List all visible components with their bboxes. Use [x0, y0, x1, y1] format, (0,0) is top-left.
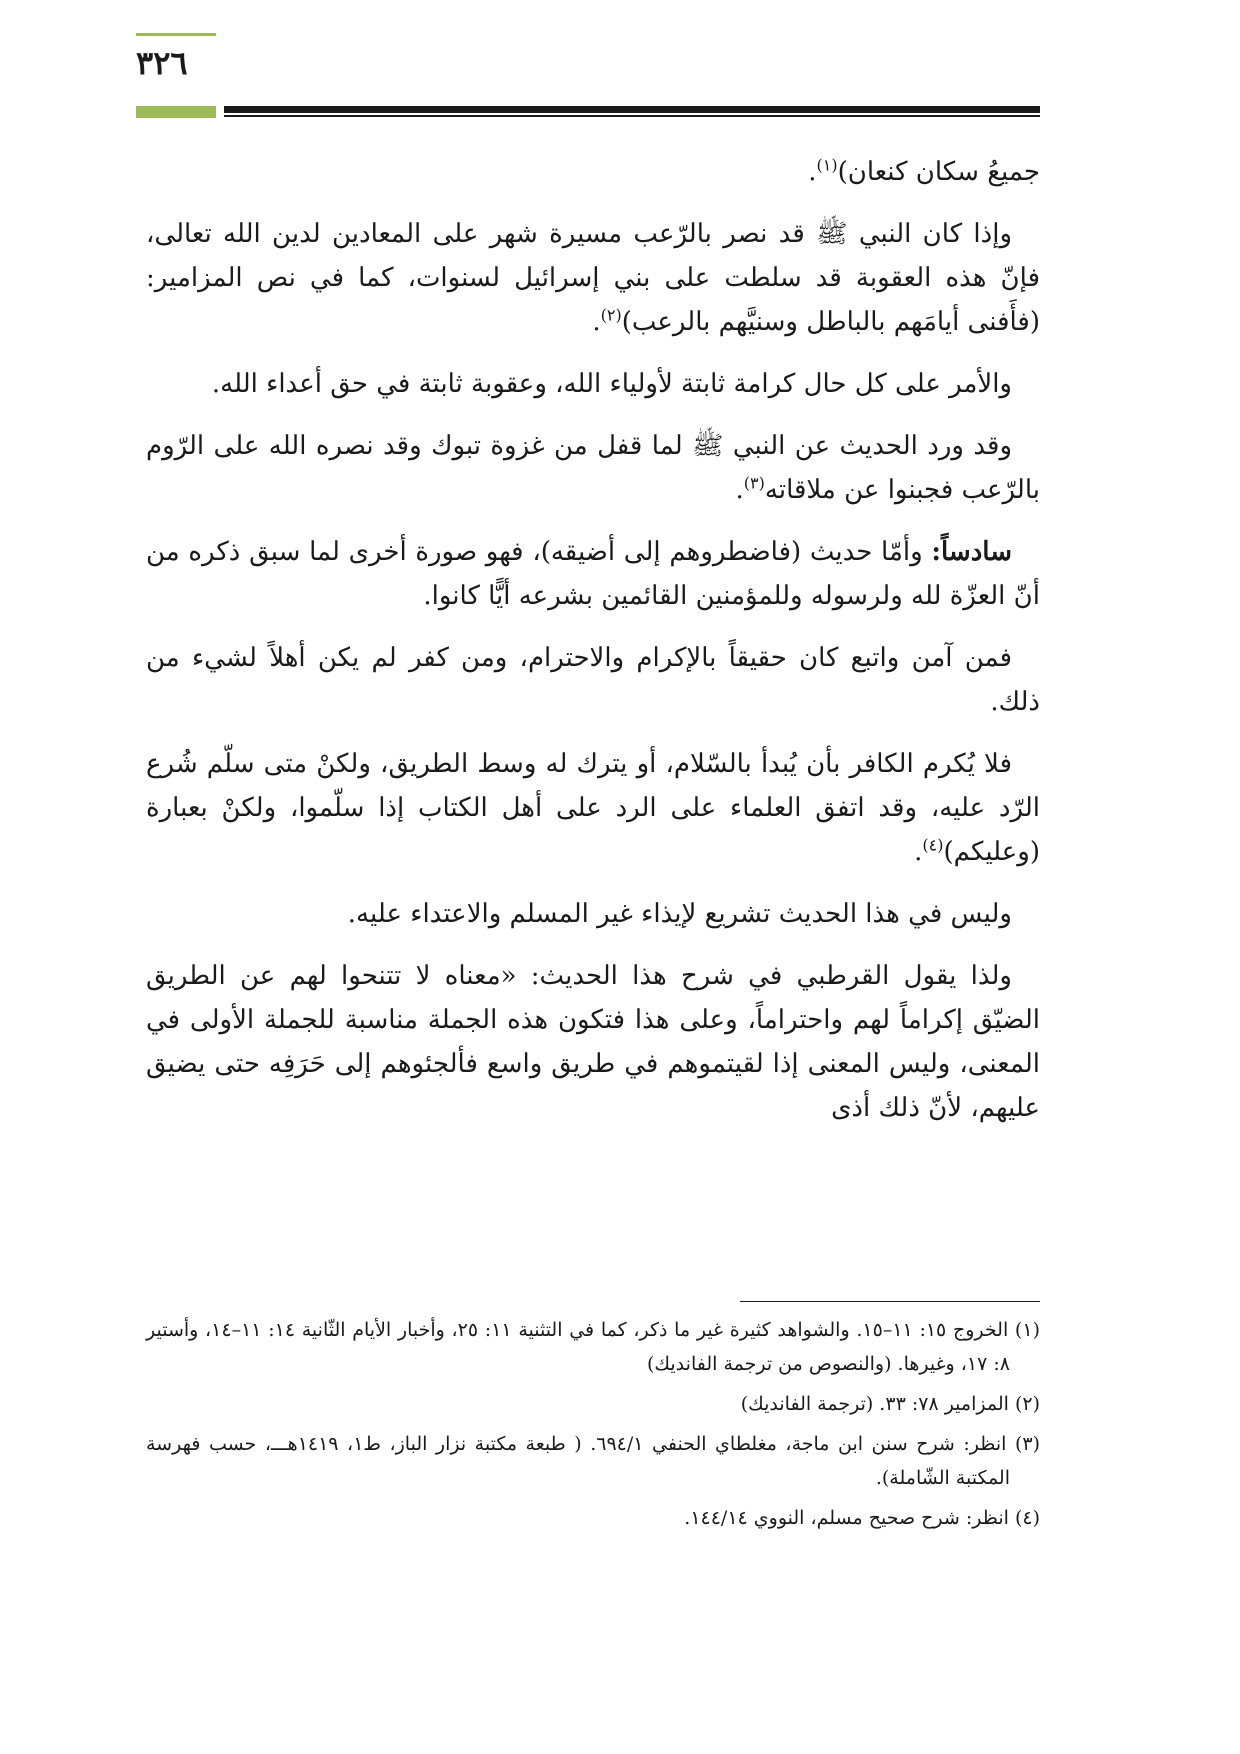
header-rule-thick [224, 106, 1040, 113]
footnotes [146, 1313, 1040, 1541]
footnote-ref[interactable]: (١) [816, 155, 838, 175]
header-accent-block [136, 106, 216, 118]
paragraph-3 [146, 362, 1040, 406]
paragraph-5 [146, 530, 1040, 618]
footnote-separator [740, 1301, 1040, 1302]
paragraph-1 [146, 150, 1040, 194]
paragraph-text: ولذا يقول القرطبي في شرح هذا الحديث: «معناه لا تتنحوا لهم عن الطريق الضيّق إكراماً لهم واحتراماً، وعلى هذا فتكون هذه الجملة مناسبة للجملة الأولى في المعنى، وليس المعنى إذا لقيتموهم في طريق واسع فألجئوهم إلى حَرَفِه حتى يضيق عليهم، لأنّ ذلك أذى [146, 961, 1040, 1123]
header-rule-thin [224, 115, 1040, 117]
footnote-2: (٢) المزامير ٧٨: ٣٣. (ترجمة الفانديك) [740, 1393, 1040, 1415]
paragraph-text: وليس في هذا الحديث تشريع لإيذاء غير المسلم والاعتداء عليه. [347, 899, 1012, 929]
footnote-1: (١) الخروج ١٥: ١١–١٥. والشواهد كثيرة غير ما ذكر، كما في التثنية ١١: ٢٥، وأخبار الأيام الثّانية ١٤: ١١–١٤، وأستير ٨: ١٧، وغيرها. (والنصوص من ترجمة الفانديك) [146, 1319, 1040, 1375]
paragraph-text: وقد ورد الحديث عن النبي ﷺ لما قفل من غزوة تبوك وقد نصره الله على الرّوم بالرّعب فجبنوا عن ملاقاته [146, 431, 1040, 505]
section-label: سادساً: [931, 537, 1012, 567]
paragraph-text: فلا يُكرم الكافر بأن يُبدأ بالسّلام، أو يترك له وسط الطريق، ولكنْ متى سلّم شُرع الرّد عليه، وقد اتفق العلماء على الرد على أهل الكتاب إذا سلّموا، ولكنْ بعبارة (وعليكم) [146, 749, 1040, 867]
header-accent-line [136, 33, 216, 36]
footnote-3: (٣) انظر: شرح سنن ابن ماجة، مغلطاي الحنفي ٦٩٤/١. ( طبعة مكتبة نزار الباز، ط١، ١٤١٩هـــ، حسب فهرسة المكتبة الشّاملة). [146, 1433, 1040, 1489]
main-text [146, 150, 1040, 1148]
footnote-ref[interactable]: (٢) [600, 305, 622, 325]
paragraph-2 [146, 212, 1040, 344]
paragraph-text: والأمر على كل حال كرامة ثابتة لأولياء الله، وعقوبة ثابتة في حق أعداء الله. [211, 369, 1012, 399]
paragraph-9 [146, 954, 1040, 1130]
paragraph-text: وأمّا حديث (فاضطروهم إلى أضيقه)، فهو صورة أخرى لما سبق ذكره من أنّ العزّة لله ولرسوله وللمؤمنين القائمين بشرعه أيًّا كانوا. [146, 537, 1040, 611]
paragraph-8 [146, 892, 1040, 936]
paragraph-tail: . [592, 307, 601, 337]
paragraph-6 [146, 636, 1040, 724]
footnote-4: (٤) انظر: شرح صحيح مسلم، النووي ١٤٤/١٤. [684, 1507, 1040, 1529]
paragraph-text: وإذا كان النبي ﷺ قد نصر بالرّعب مسيرة شهر على المعادين لدين الله تعالى، فإنّ هذه العقوبة قد سلطت على بني إسرائيل لسنوات، كما في نص المزامير: (فأَفنى أيامَهم بالباطل وسنيَّهم بالرعب) [146, 219, 1040, 337]
paragraph-4 [146, 424, 1040, 512]
paragraph-text: فمن آمن واتبع كان حقيقاً بالإكرام والاحترام، ومن كفر لم يكن أهلاً لشيء من ذلك. [146, 643, 1040, 717]
footnote-ref[interactable]: (٣) [743, 473, 765, 493]
paragraph-7 [146, 742, 1040, 874]
paragraph-tail: . [914, 837, 923, 867]
paragraph-tail: . [735, 475, 744, 505]
paragraph-tail: . [808, 157, 817, 187]
footnote-ref[interactable]: (٤) [922, 835, 944, 855]
paragraph-text: جميعُ سكان كنعان) [837, 157, 1040, 187]
page-number: ٣٢٦ [136, 44, 188, 82]
